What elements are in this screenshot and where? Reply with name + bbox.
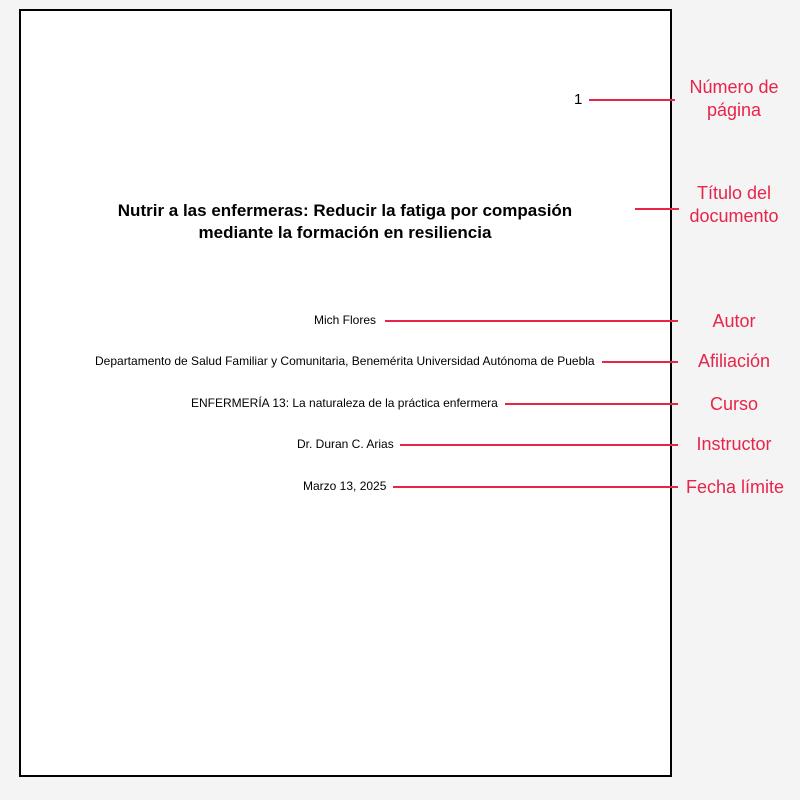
document-page <box>19 9 672 777</box>
annotation-affiliation: Afiliación <box>697 351 771 371</box>
annotation-author: Autor <box>712 311 756 331</box>
title-leader-line <box>635 208 679 210</box>
instructor-name: Dr. Duran C. Arias <box>297 437 394 451</box>
annotation-course: Curso <box>709 394 758 414</box>
annotation-page-number <box>682 76 786 122</box>
document-title-line-2: mediante la formación en resiliencia <box>198 223 492 242</box>
annotation-document-title-line-2: documento <box>689 206 779 226</box>
due-date-leader-line <box>393 486 678 488</box>
page-number-leader-line <box>589 99 675 101</box>
author-leader-line <box>385 320 678 322</box>
annotation-instructor: Instructor <box>696 434 772 454</box>
annotation-document-title <box>682 182 786 228</box>
annotation-due-date: Fecha límite <box>685 477 785 497</box>
instructor-leader-line <box>400 444 678 446</box>
document-title <box>60 200 630 244</box>
annotation-page-number-line-2: página <box>706 100 762 120</box>
affiliation: Departamento de Salud Familiar y Comunitaria, Benemérita Universidad Autónoma de Puebla <box>95 354 595 368</box>
annotation-page-number-line-1: Número de <box>689 77 779 97</box>
document-title-line-1: Nutrir a las enfermeras: Reducir la fatiga por compasión <box>117 201 573 220</box>
due-date: Marzo 13, 2025 <box>303 479 387 493</box>
annotation-document-title-line-1: Título del <box>696 183 772 203</box>
page-number: 1 <box>574 91 583 108</box>
course-name: ENFERMERÍA 13: La naturaleza de la práctica enfermera <box>191 396 498 410</box>
course-leader-line <box>505 403 678 405</box>
author-name: Mich Flores <box>314 313 377 327</box>
affiliation-leader-line <box>602 361 678 363</box>
